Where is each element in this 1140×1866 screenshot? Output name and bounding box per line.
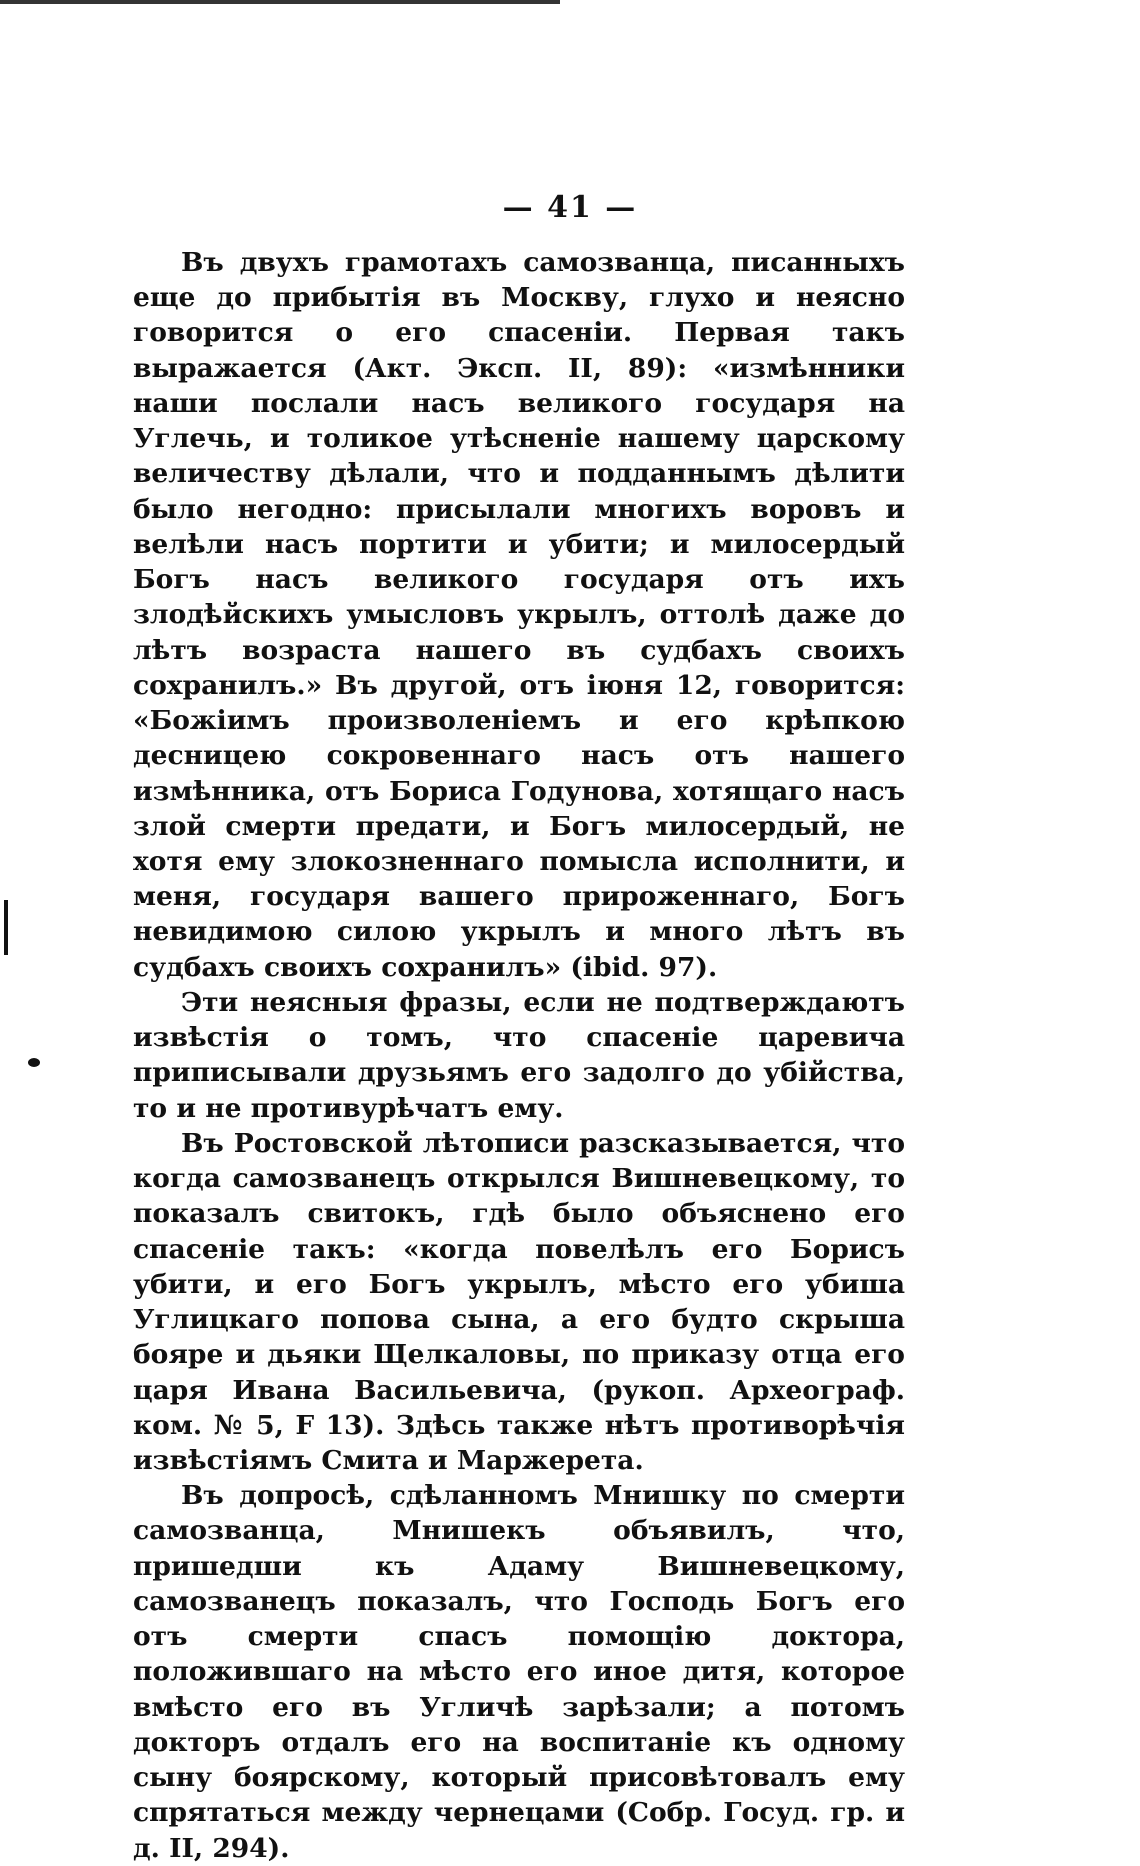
paragraph: Въ двухъ грамотахъ самозванца, писанныхъ еще до прибытія въ Москву, глухо и неясно говорится о его спасеніи. Первая такъ выражается (Акт. Эксп. II, 89): «измѣнники наши послали насъ великого государя на Углечь, и толикое утѣсненіе нашему царскому величеству дѣлали, что и подданнымъ дѣлити было негодно: присылали многихъ воровъ и велѣли насъ портити и убити; и милосердый Богъ насъ великого государя отъ ихъ злодѣйскихъ умысловъ укрылъ, оттолѣ даже до лѣтъ возраста нашего въ судбахъ своихъ сохранилъ.» Въ другой, отъ іюня 12, говорится: «Божіимъ произволеніемъ и его крѣпкою десницею сокровеннаго насъ отъ нашего измѣнника, отъ Бориса Годунова, хотящаго насъ злой смерти предати, и Богъ милосердый, не хотя ему злокозненнаго помысла исполнити, и меня, государя вашего прироженнаго, Богъ невидимою силою укрылъ и много лѣтъ въ судбахъ своихъ сохранилъ» (ibid. 97).: [133, 247, 905, 983]
paragraph: Въ допросѣ, сдѣланномъ Мнишку по смерти самозванца, Мнишекъ объявилъ, что, пришедши къ Адаму Вишневецкому, самозванецъ показалъ, что Господь Богъ его отъ смерти спасъ помощію доктора, положившаго на мѣсто его иное дитя, которое вмѣсто его въ Угличѣ зарѣзали; а потомъ докторъ отдалъ его на воспитаніе къ одному сыну боярскому, который присовѣтовалъ ему спрятаться между чернецами (Собр. Госуд. гр. и д. II, 294).: [133, 1480, 905, 1864]
paragraph: Въ Ростовской лѣтописи разсказывается, что когда самозванецъ открылся Вишневецкому, то показалъ свитокъ, гдѣ было объяснено его спасеніе такъ: «когда повелѣлъ его Борисъ убити, и его Богъ укрылъ, мѣсто его убиша Углицкаго попова сына, а его будто скрыша бояре и дьяки Щелкаловы, по приказу отца его царя Ивана Васильевича, (рукоп. Археограф. ком. № 5, F 13). Здѣсь также нѣтъ противорѣчія извѣстіямъ Смита и Маржерета.: [133, 1127, 905, 1476]
page-number: — 41 —: [502, 190, 638, 225]
text-block: [133, 245, 905, 1866]
scan-ink-blot: [28, 1058, 40, 1067]
paragraph: Эти неясныя фразы, если не подтверждаютъ извѣстія о томъ, что спасеніе царевича приписывали друзьямъ его задолго до убійства, то и не противурѣчатъ ему.: [133, 986, 905, 1124]
scan-margin-mark: [4, 900, 8, 955]
scan-edge-mark: [0, 0, 560, 4]
